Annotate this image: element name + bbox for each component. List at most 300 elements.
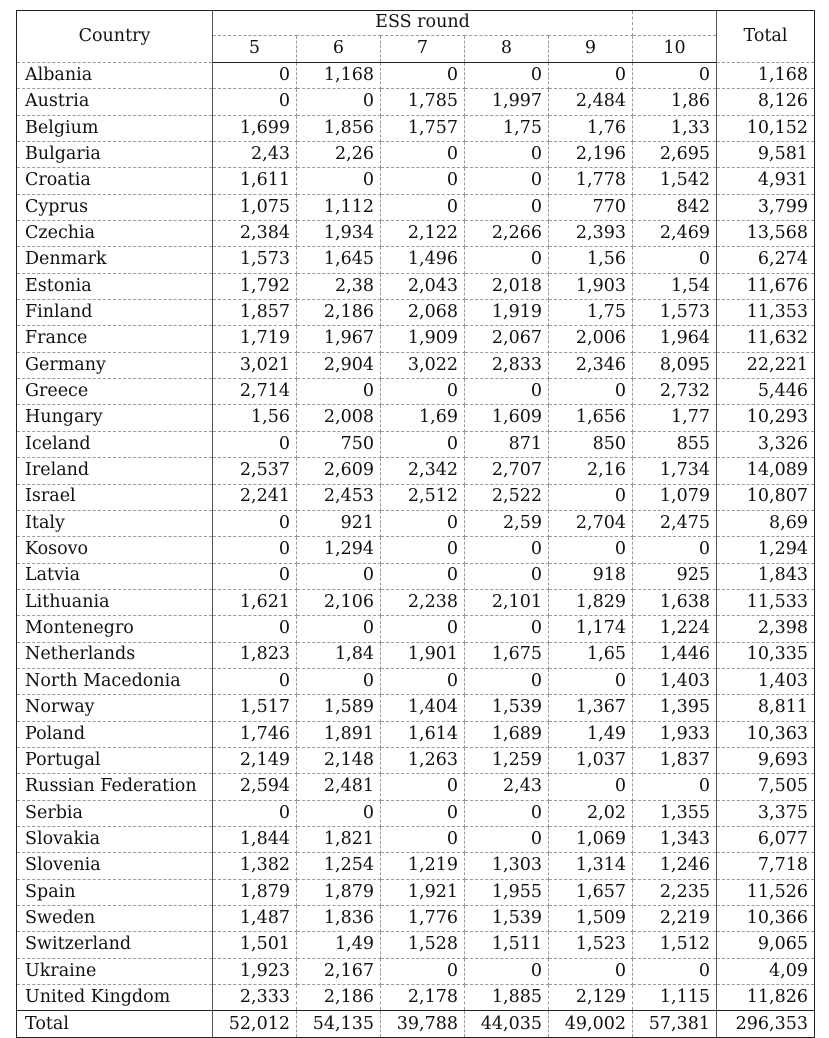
round-6-cell: 1,645 [297,247,381,273]
round-9-cell: 2,16 [549,458,633,484]
round-8-cell: 1,885 [465,985,549,1011]
ess-sample-table [16,10,815,1038]
round-6-cell: 2,609 [297,458,381,484]
round-7-cell: 0 [381,142,465,168]
round-9-cell: 2,02 [549,800,633,826]
table-row [17,168,815,194]
round-9-cell: 1,367 [549,695,633,721]
round-header-6: 6 [297,36,381,63]
row-total-cell: 7,718 [717,853,815,879]
round-8-cell: 1,955 [465,879,549,905]
round-5-cell: 1,879 [213,879,297,905]
table-row [17,458,815,484]
table-header [17,11,815,63]
country-cell: Finland [17,300,213,326]
round-8-cell: 2,707 [465,458,549,484]
round-6-cell: 1,589 [297,695,381,721]
row-total-cell: 5,446 [717,379,815,405]
table-row [17,194,815,220]
country-cell: Russian Federation [17,774,213,800]
country-cell: Albania [17,63,213,89]
row-total-cell: 11,526 [717,879,815,905]
round-5-cell: 0 [213,563,297,589]
round-9-cell: 1,509 [549,906,633,932]
round-6-cell: 1,84 [297,642,381,668]
row-total-cell: 2,398 [717,616,815,642]
round-6-cell: 0 [297,168,381,194]
round-5-cell: 0 [213,800,297,826]
row-total-cell: 10,363 [717,721,815,747]
round-9-cell: 2,484 [549,89,633,115]
country-cell: Ukraine [17,958,213,984]
row-total-cell: 9,581 [717,142,815,168]
round-6-cell: 921 [297,510,381,536]
round-7-cell: 1,496 [381,247,465,273]
round-10-cell: 0 [633,247,717,273]
round-5-cell: 2,537 [213,458,297,484]
row-total-cell: 11,353 [717,300,815,326]
country-cell: Ireland [17,458,213,484]
round-9-cell: 1,069 [549,826,633,852]
round-7-total-cell: 39,788 [381,1011,465,1038]
round-6-cell: 2,167 [297,958,381,984]
table-row [17,747,815,773]
round-9-cell: 1,56 [549,247,633,273]
round-10-cell: 1,224 [633,616,717,642]
round-5-cell: 1,746 [213,721,297,747]
round-6-cell: 750 [297,431,381,457]
round-8-cell: 871 [465,431,549,457]
round-5-cell: 0 [213,510,297,536]
row-total-cell: 1,843 [717,563,815,589]
country-cell: Belgium [17,115,213,141]
round-8-cell: 2,018 [465,273,549,299]
row-total-cell: 13,568 [717,221,815,247]
round-7-cell: 2,512 [381,484,465,510]
country-cell: Austria [17,89,213,115]
round-6-cell: 1,836 [297,906,381,932]
round-10-cell: 1,33 [633,115,717,141]
table-row [17,89,815,115]
round-9-cell: 1,75 [549,300,633,326]
round-5-cell: 0 [213,431,297,457]
row-total-cell: 10,807 [717,484,815,510]
table-row [17,695,815,721]
round-5-cell: 1,844 [213,826,297,852]
round-10-cell: 1,54 [633,273,717,299]
round-5-cell: 2,43 [213,142,297,168]
round-10-total-cell: 57,381 [633,1011,717,1038]
round-5-cell: 0 [213,537,297,563]
table-row [17,510,815,536]
row-total-cell: 3,326 [717,431,815,457]
country-cell: Netherlands [17,642,213,668]
country-cell: Croatia [17,168,213,194]
table-row [17,115,815,141]
table-row [17,405,815,431]
round-6-cell: 1,112 [297,194,381,220]
round-8-cell: 0 [465,563,549,589]
table-row [17,221,815,247]
round-6-cell: 2,26 [297,142,381,168]
table-row [17,142,815,168]
round-5-cell: 2,241 [213,484,297,510]
round-9-cell: 0 [549,668,633,694]
country-header: Country [17,11,213,63]
round-8-cell: 1,539 [465,695,549,721]
country-cell: Portugal [17,747,213,773]
round-9-cell: 0 [549,537,633,563]
round-10-cell: 842 [633,194,717,220]
country-cell: United Kingdom [17,985,213,1011]
round-6-cell: 2,106 [297,589,381,615]
round-9-cell: 2,129 [549,985,633,1011]
country-cell: Greece [17,379,213,405]
round-header-5: 5 [213,36,297,63]
round-8-cell: 0 [465,826,549,852]
round-5-cell: 1,857 [213,300,297,326]
round-10-cell: 1,964 [633,326,717,352]
round-10-cell: 2,475 [633,510,717,536]
round-5-cell: 0 [213,616,297,642]
round-8-cell: 0 [465,63,549,89]
table-row [17,63,815,89]
country-cell: France [17,326,213,352]
round-8-cell: 1,303 [465,853,549,879]
round-7-cell: 1,263 [381,747,465,773]
round-8-cell: 1,511 [465,932,549,958]
round-7-cell: 0 [381,63,465,89]
round-9-cell: 0 [549,379,633,405]
total-header: Total [717,11,815,63]
round-7-cell: 0 [381,379,465,405]
round-9-cell: 1,76 [549,115,633,141]
round-8-cell: 0 [465,537,549,563]
grand-total-cell: 296,353 [717,1011,815,1038]
round-7-cell: 1,921 [381,879,465,905]
country-cell: Germany [17,352,213,378]
round-6-cell: 0 [297,563,381,589]
round-8-cell: 1,259 [465,747,549,773]
row-total-cell: 4,931 [717,168,815,194]
round-5-cell: 2,384 [213,221,297,247]
round-10-cell: 1,638 [633,589,717,615]
round-5-cell: 0 [213,89,297,115]
round-7-cell: 0 [381,537,465,563]
round-6-cell: 2,904 [297,352,381,378]
table-row [17,247,815,273]
round-10-cell: 1,246 [633,853,717,879]
round-7-cell: 0 [381,194,465,220]
round-6-cell: 1,821 [297,826,381,852]
table-row [17,642,815,668]
round-7-cell: 1,901 [381,642,465,668]
row-total-cell: 9,065 [717,932,815,958]
round-6-total-cell: 54,135 [297,1011,381,1038]
row-total-cell: 6,077 [717,826,815,852]
round-6-cell: 0 [297,668,381,694]
country-cell: Estonia [17,273,213,299]
country-cell: Montenegro [17,616,213,642]
round-10-cell: 2,732 [633,379,717,405]
row-total-cell: 3,799 [717,194,815,220]
round-7-cell: 0 [381,826,465,852]
round-8-cell: 1,919 [465,300,549,326]
country-cell: Cyprus [17,194,213,220]
round-7-cell: 2,178 [381,985,465,1011]
round-10-cell: 2,235 [633,879,717,905]
round-6-cell: 2,008 [297,405,381,431]
round-5-cell: 1,792 [213,273,297,299]
round-7-cell: 1,785 [381,89,465,115]
round-10-cell: 925 [633,563,717,589]
table-row [17,300,815,326]
row-total-cell: 6,274 [717,247,815,273]
round-5-cell: 2,149 [213,747,297,773]
round-10-cell: 1,77 [633,405,717,431]
round-7-cell: 0 [381,168,465,194]
round-5-total-cell: 52,012 [213,1011,297,1038]
round-9-cell: 1,523 [549,932,633,958]
round-9-cell: 1,656 [549,405,633,431]
round-5-cell: 0 [213,63,297,89]
round-7-cell: 2,122 [381,221,465,247]
table-row [17,958,815,984]
round-8-cell: 0 [465,247,549,273]
table-row [17,563,815,589]
round-8-cell: 2,266 [465,221,549,247]
round-8-cell: 0 [465,379,549,405]
round-8-total-cell: 44,035 [465,1011,549,1038]
round-6-cell: 0 [297,379,381,405]
round-9-cell: 1,49 [549,721,633,747]
country-cell: Kosovo [17,537,213,563]
row-total-cell: 14,089 [717,458,815,484]
table-row [17,431,815,457]
round-9-cell: 1,314 [549,853,633,879]
round-10-cell: 0 [633,537,717,563]
country-cell: Hungary [17,405,213,431]
row-total-cell: 4,09 [717,958,815,984]
round-8-cell: 0 [465,800,549,826]
round-9-cell: 1,657 [549,879,633,905]
round-7-cell: 1,528 [381,932,465,958]
country-cell: Denmark [17,247,213,273]
total-row-label: Total [17,1011,213,1038]
row-total-cell: 1,168 [717,63,815,89]
round-10-cell: 855 [633,431,717,457]
round-7-cell: 2,342 [381,458,465,484]
row-total-cell: 10,366 [717,906,815,932]
country-cell: Lithuania [17,589,213,615]
table-row [17,932,815,958]
round-8-cell: 2,067 [465,326,549,352]
round-9-cell: 1,174 [549,616,633,642]
round-5-cell: 1,382 [213,853,297,879]
round-5-cell: 2,714 [213,379,297,405]
row-total-cell: 11,676 [717,273,815,299]
round-7-cell: 0 [381,958,465,984]
round-10-cell: 1,446 [633,642,717,668]
round-9-cell: 0 [549,774,633,800]
round-7-cell: 1,404 [381,695,465,721]
country-cell: Latvia [17,563,213,589]
country-cell: Bulgaria [17,142,213,168]
round-8-cell: 1,675 [465,642,549,668]
round-8-cell: 2,59 [465,510,549,536]
table-row [17,537,815,563]
round-6-cell: 2,453 [297,484,381,510]
row-total-cell: 11,533 [717,589,815,615]
row-total-cell: 10,335 [717,642,815,668]
row-total-cell: 8,126 [717,89,815,115]
round-10-cell: 0 [633,63,717,89]
country-cell: Switzerland [17,932,213,958]
round-6-cell: 1,856 [297,115,381,141]
total-row [17,1011,815,1038]
table-row [17,484,815,510]
country-cell: Poland [17,721,213,747]
table-row [17,826,815,852]
round-9-cell: 2,346 [549,352,633,378]
round-7-cell: 0 [381,563,465,589]
table-row [17,379,815,405]
round-7-cell: 0 [381,800,465,826]
round-header-10: 10 [633,36,717,63]
round-8-cell: 1,539 [465,906,549,932]
row-total-cell: 1,294 [717,537,815,563]
round-9-cell: 0 [549,63,633,89]
table-footer [17,1011,815,1038]
round-10-cell: 2,469 [633,221,717,247]
round-6-cell: 2,186 [297,300,381,326]
round-8-cell: 0 [465,168,549,194]
row-total-cell: 11,632 [717,326,815,352]
row-total-cell: 10,152 [717,115,815,141]
round-7-cell: 2,068 [381,300,465,326]
row-total-cell: 22,221 [717,352,815,378]
round-6-cell: 1,879 [297,879,381,905]
round-8-cell: 2,833 [465,352,549,378]
round-9-cell: 2,196 [549,142,633,168]
row-total-cell: 11,826 [717,985,815,1011]
round-10-cell: 1,837 [633,747,717,773]
table-row [17,326,815,352]
round-10-cell: 1,512 [633,932,717,958]
round-5-cell: 0 [213,668,297,694]
round-9-cell: 918 [549,563,633,589]
round-7-cell: 3,022 [381,352,465,378]
round-9-cell: 770 [549,194,633,220]
country-cell: Slovakia [17,826,213,852]
round-10-cell: 1,86 [633,89,717,115]
table-row [17,985,815,1011]
round-8-cell: 1,75 [465,115,549,141]
round-8-cell: 2,101 [465,589,549,615]
round-7-cell: 0 [381,774,465,800]
round-9-cell: 1,903 [549,273,633,299]
round-5-cell: 1,611 [213,168,297,194]
round-7-cell: 1,909 [381,326,465,352]
row-total-cell: 1,403 [717,668,815,694]
round-10-cell: 1,403 [633,668,717,694]
round-8-cell: 0 [465,194,549,220]
table-row [17,800,815,826]
round-7-cell: 0 [381,431,465,457]
round-6-cell: 2,481 [297,774,381,800]
round-9-cell: 1,037 [549,747,633,773]
country-cell: North Macedonia [17,668,213,694]
round-10-cell: 1,343 [633,826,717,852]
round-8-cell: 2,522 [465,484,549,510]
round-6-cell: 1,49 [297,932,381,958]
round-8-cell: 0 [465,616,549,642]
round-10-cell: 1,734 [633,458,717,484]
row-total-cell: 3,375 [717,800,815,826]
round-6-cell: 1,934 [297,221,381,247]
round-6-cell: 0 [297,800,381,826]
round-9-cell: 1,778 [549,168,633,194]
row-total-cell: 9,693 [717,747,815,773]
round-10-cell: 1,115 [633,985,717,1011]
round-7-cell: 0 [381,616,465,642]
round-7-cell: 2,043 [381,273,465,299]
round-5-cell: 1,923 [213,958,297,984]
round-7-cell: 2,238 [381,589,465,615]
round-8-cell: 1,609 [465,405,549,431]
table-body [17,63,815,1011]
round-6-cell: 2,38 [297,273,381,299]
country-cell: Serbia [17,800,213,826]
table-row [17,774,815,800]
table-row [17,352,815,378]
round-6-cell: 1,967 [297,326,381,352]
round-6-cell: 1,168 [297,63,381,89]
table-row [17,879,815,905]
round-8-cell: 0 [465,142,549,168]
round-9-cell: 2,704 [549,510,633,536]
round-6-cell: 2,186 [297,985,381,1011]
round-7-cell: 1,614 [381,721,465,747]
round-9-cell: 850 [549,431,633,457]
round-9-cell: 1,829 [549,589,633,615]
round-9-total-cell: 49,002 [549,1011,633,1038]
round-10-cell: 2,695 [633,142,717,168]
round-9-cell: 2,393 [549,221,633,247]
round-header-9: 9 [549,36,633,63]
round-10-cell: 1,395 [633,695,717,721]
country-cell: Czechia [17,221,213,247]
round-5-cell: 1,56 [213,405,297,431]
round-10-cell: 0 [633,958,717,984]
round-9-cell: 0 [549,484,633,510]
ess-round-header: ESS round [213,11,633,36]
round-5-cell: 2,594 [213,774,297,800]
table-row [17,616,815,642]
round-10-cell: 1,933 [633,721,717,747]
round-10-cell: 2,219 [633,906,717,932]
round-9-cell: 1,65 [549,642,633,668]
round-10-cell: 1,079 [633,484,717,510]
table-row [17,721,815,747]
round-8-cell: 1,689 [465,721,549,747]
round-header-8: 8 [465,36,549,63]
table-row [17,906,815,932]
round-5-cell: 1,621 [213,589,297,615]
round-6-cell: 0 [297,616,381,642]
round-7-cell: 1,69 [381,405,465,431]
round-9-cell: 2,006 [549,326,633,352]
